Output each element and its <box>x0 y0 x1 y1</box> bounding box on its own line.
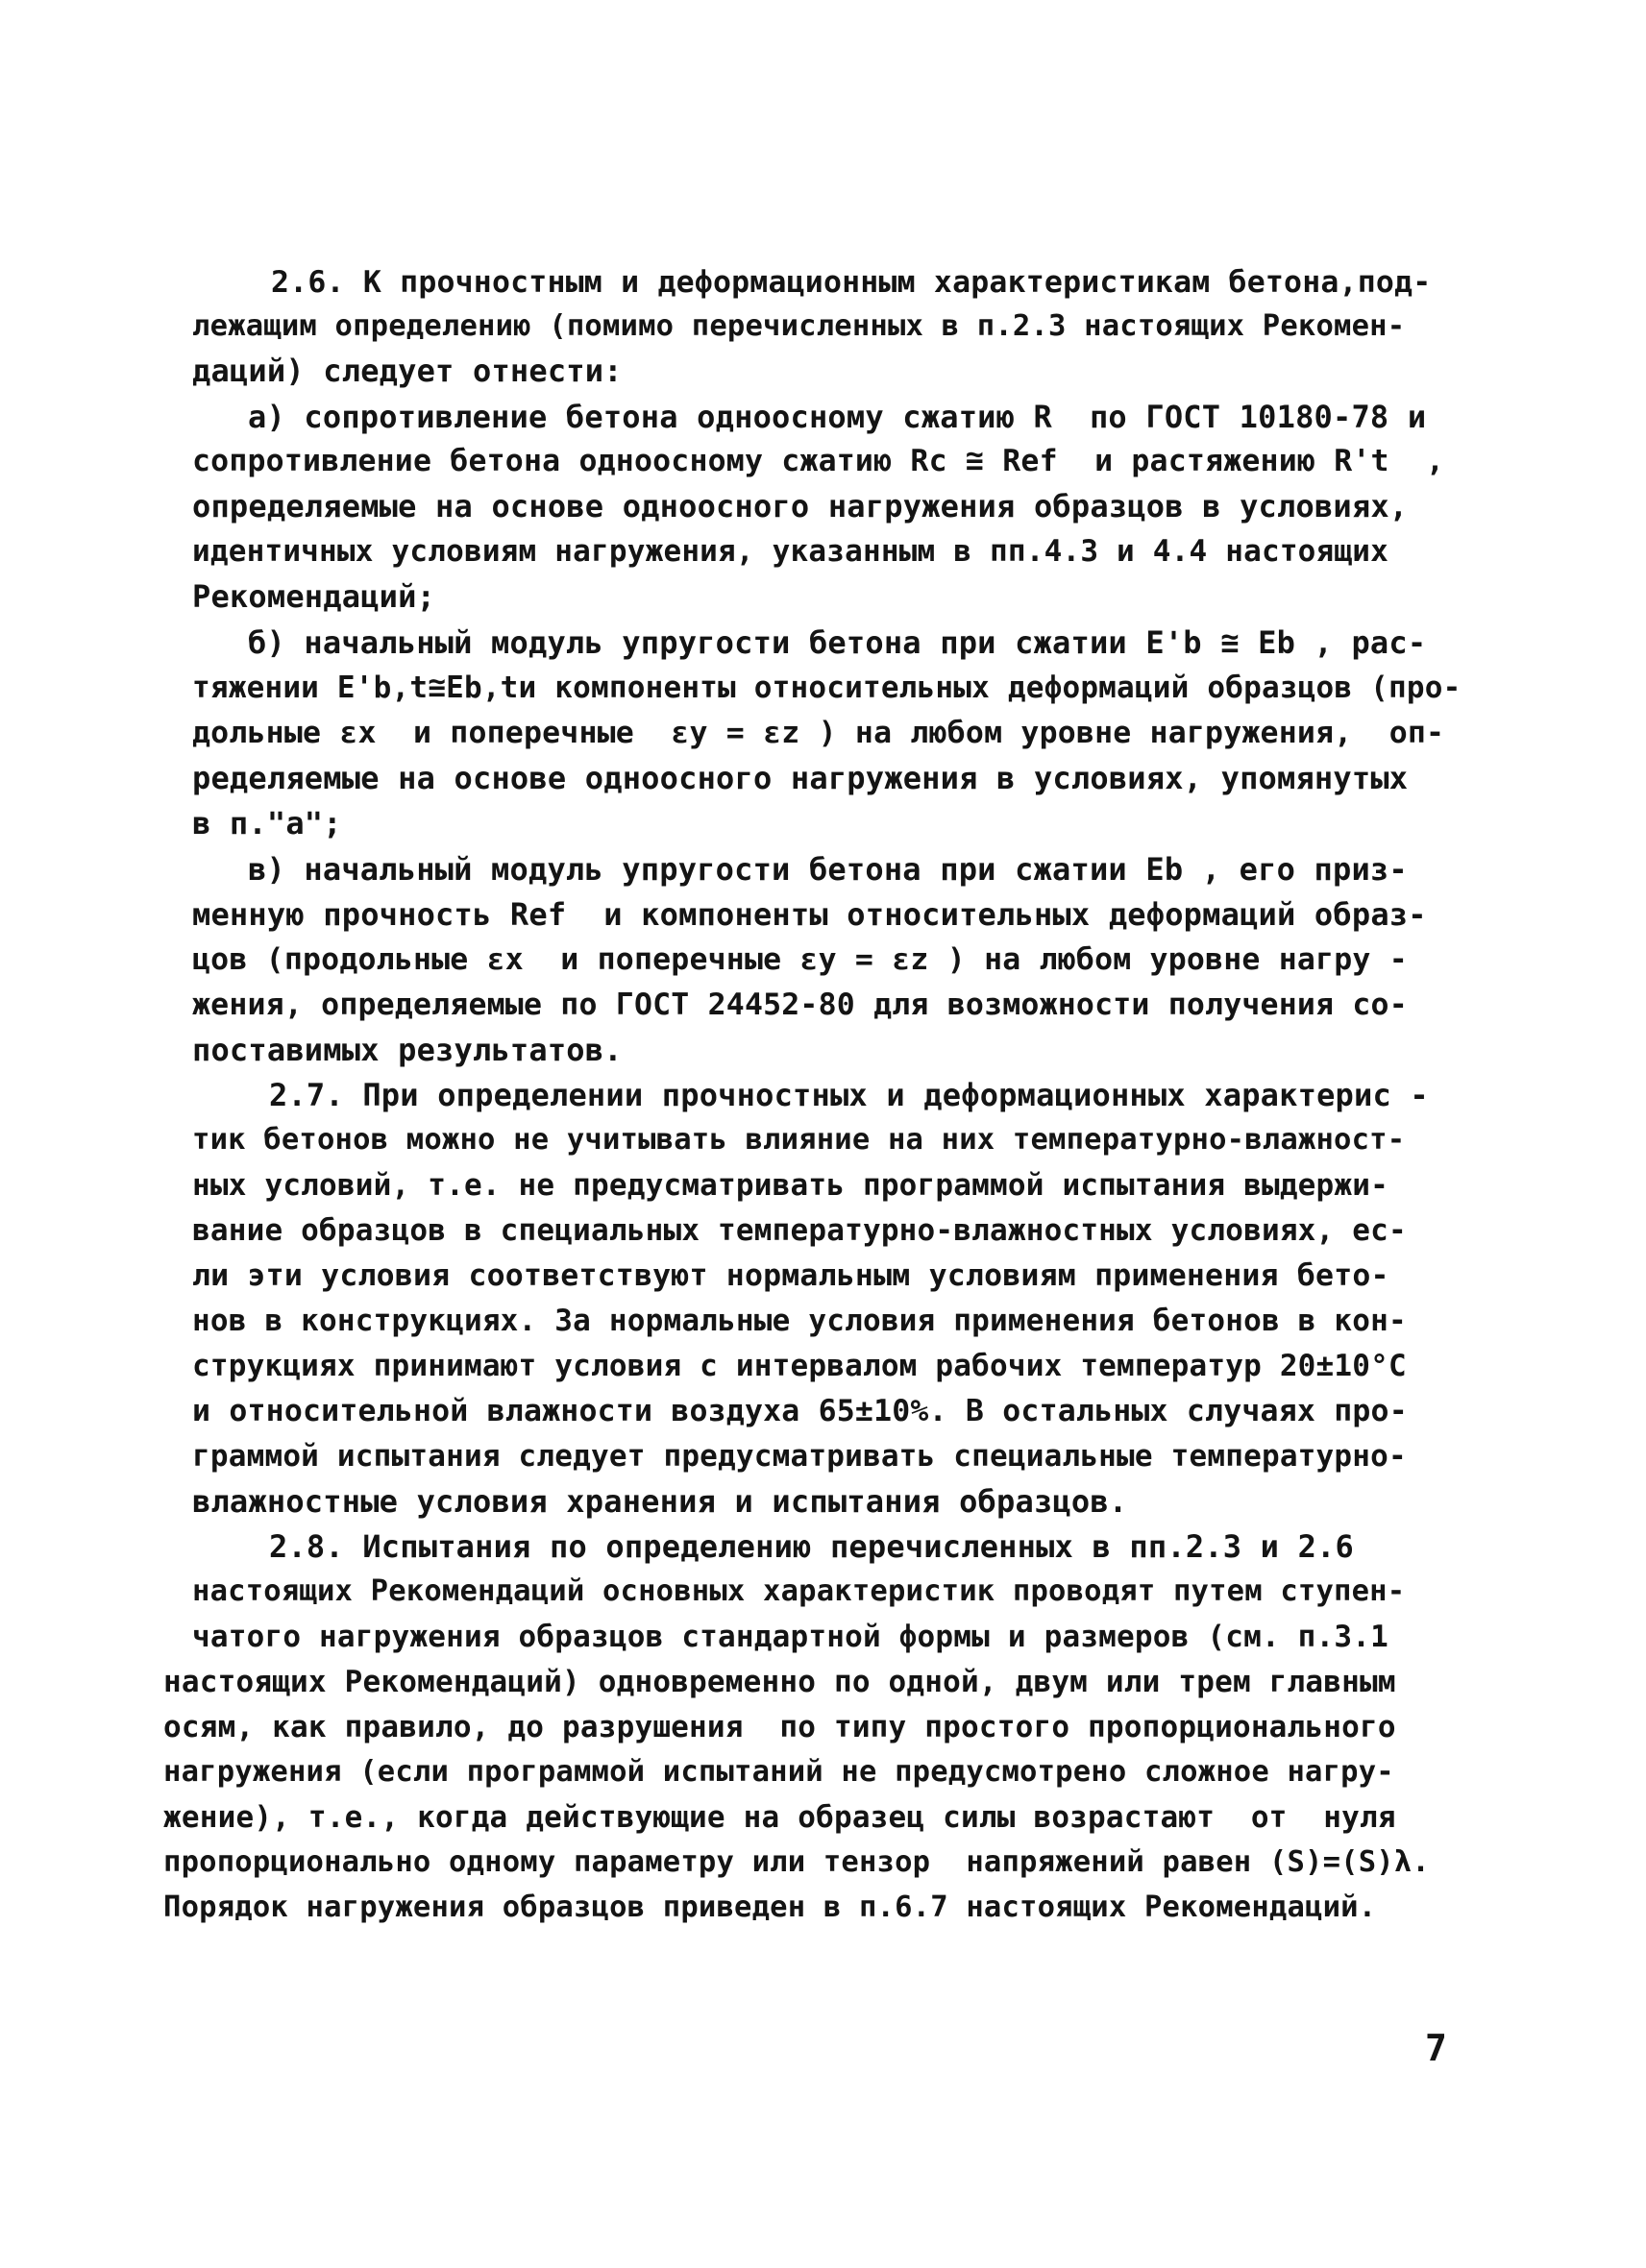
text-line: дольные εx и поперечные εy = εz ) на любом уровне нагружения, оп- <box>192 716 1445 750</box>
text-line: б) начальный модуль упругости бетона при сжатии E'b ≅ Eb , рас- <box>248 624 1427 661</box>
text-line: нагружения (если программой испытаний не предусмотрено сложное нагру- <box>163 1755 1394 1789</box>
text-line: настоящих Рекомендаций основных характеристик проводят путем ступен- <box>192 1574 1406 1608</box>
text-line: влажностные условия хранения и испытания образцов. <box>192 1483 1128 1520</box>
text-line: а) сопротивление бетона одноосному сжатию R по ГОСТ 10180-78 и <box>248 399 1427 435</box>
text-line: определяемые на основе одноосного нагружения образцов в условиях, <box>192 488 1409 524</box>
text-line: тик бетонов можно не учитывать влияние на них температурно-влажност- <box>192 1123 1406 1157</box>
text-line: тяжении E'b,t≅Eb,tи компоненты относительных деформаций образцов (про- <box>192 671 1462 705</box>
text-line: лежащим определению (помимо перечисленных в п.2.3 настоящих Рекомен- <box>192 309 1406 343</box>
text-line: вание образцов в специальных температурно-влажностных условиях, ес- <box>192 1213 1407 1248</box>
text-line: ных условий, т.е. не предусматривать программой испытания выдержи- <box>192 1168 1388 1203</box>
text-line: цов (продольные εx и поперечные εy = εz ) на любом уровне нагру - <box>192 942 1408 977</box>
page-number: 7 <box>1425 2027 1447 2069</box>
text-line: настоящих Рекомендаций) одновременно по одной, двум или трем главным <box>163 1665 1396 1699</box>
text-line: струкциях принимают условия с интервалом рабочих температур 20±10°C <box>192 1349 1407 1383</box>
text-line: идентичных условиям нагружения, указанным в пп.4.3 и 4.4 настоящих <box>192 534 1388 569</box>
text-line: 2.6. К прочностным и деформационным характеристикам бетона,под- <box>271 265 1432 300</box>
text-line: Рекомендаций; <box>192 578 436 615</box>
text-line: поставимых результатов. <box>192 1032 623 1068</box>
text-line: в п."а"; <box>192 805 342 841</box>
text-line: пропорционально одному параметру или тензор напряжений равен (S)=(S)λ. <box>163 1845 1430 1879</box>
text-line: нов в конструкциях. За нормальные условия применения бетонов в кон- <box>192 1304 1407 1338</box>
text-line: в) начальный модуль упругости бетона при сжатии Eb , его приз- <box>248 851 1408 888</box>
text-line: жения, определяемые по ГОСТ 24452-80 для возможности получения со- <box>192 988 1408 1022</box>
text-line: осям, как правило, до разрушения по типу простого пропорционального <box>163 1710 1396 1744</box>
text-line: 2.8. Испытания по определению перечисленных в пп.2.3 и 2.6 <box>269 1528 1355 1565</box>
text-line: ли эти условия соответствуют нормальным условиям применения бето- <box>192 1258 1389 1293</box>
text-line: сопротивление бетона одноосному сжатию Rc ≅ Ref и растяжению R't , <box>192 444 1445 478</box>
text-line: чатого нагружения образцов стандартной формы и размеров (см. п.3.1 <box>192 1620 1388 1654</box>
text-line: жение), т.е., когда действующие на образец силы возрастают от нуля <box>163 1800 1396 1835</box>
text-line: менную прочность Ref и компоненты относительных деформаций образ- <box>192 896 1427 933</box>
text-line: 2.7. При определении прочностных и деформационных характерис - <box>269 1077 1429 1113</box>
text-line: даций) следует отнести: <box>192 353 623 389</box>
text-line: ределяемые на основе одноосного нагружения в условиях, упомянутых <box>192 760 1409 796</box>
text-line: и относительной влажности воздуха 65±10%. В остальных случаях про- <box>192 1394 1408 1428</box>
text-line: граммой испытания следует предусматривать специальные температурно- <box>192 1439 1407 1474</box>
text-line: Порядок нагружения образцов приведен в п.6.7 настоящих Рекомендаций. <box>163 1890 1377 1924</box>
